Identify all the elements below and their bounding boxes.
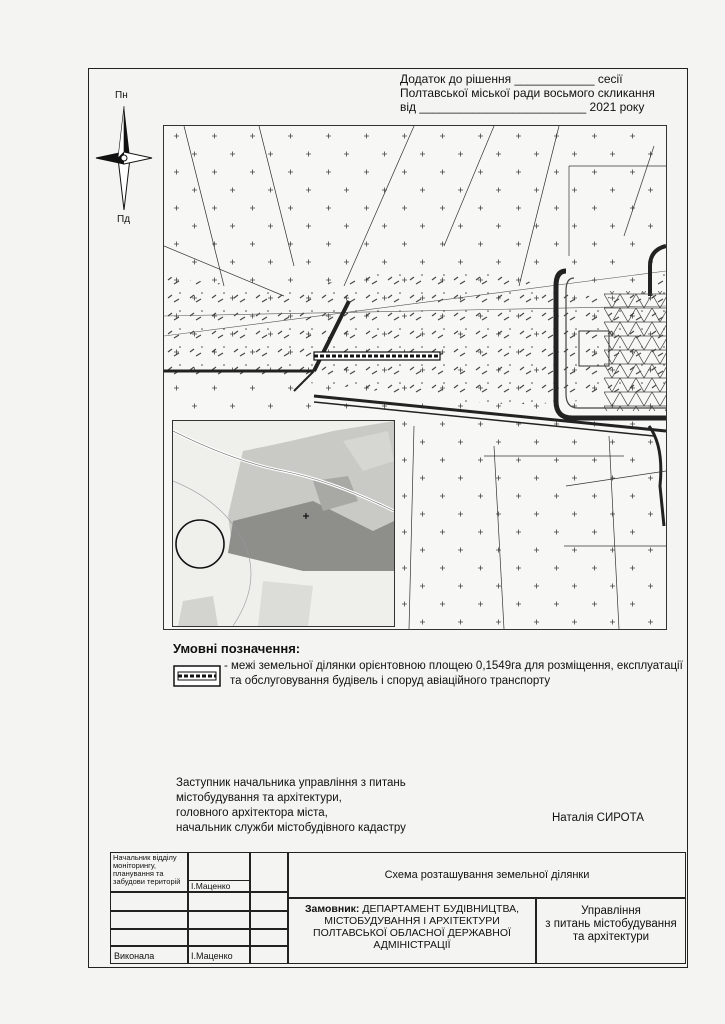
legend-item-line-1: - межі земельної ділянки орієнтовною площею 0,1549га для розміщення, експлуатації <box>224 660 683 672</box>
department-line-1: Управління <box>581 905 641 917</box>
empty-cell-3 <box>188 911 250 929</box>
customer-line-4: АДМІНІСТРАЦІЇ <box>373 939 451 951</box>
empty-row-3 <box>110 929 188 946</box>
department-cell <box>536 898 686 964</box>
customer-line-1: ДЕПАРТАМЕНТ БУДІВНИЦТВА, <box>362 903 520 915</box>
role-1-line-1: Начальник відділу <box>113 853 177 862</box>
header-line-1: Додаток до рішення ____________ сесії <box>400 72 623 86</box>
compass-south-label: Пд <box>117 214 131 225</box>
customer-line-2: МІСТОБУДУВАННЯ І АРХІТЕКТУРИ <box>324 915 500 927</box>
role-1-line-3: планування та <box>113 869 164 878</box>
document-header <box>400 72 680 114</box>
empty-cell-2 <box>250 892 288 911</box>
signature-1-cell <box>250 852 288 892</box>
person-1: І.Маценко <box>188 880 250 892</box>
empty-cell-1 <box>188 892 250 911</box>
inset-map-graphic <box>173 421 394 626</box>
signatory-line-2: містобудування та архітектури, <box>176 792 342 804</box>
signatory-name: Наталія СИРОТА <box>552 812 644 824</box>
empty-cell-6 <box>250 929 288 946</box>
compass-rose-icon <box>94 88 154 228</box>
customer-line-3: ПОЛТАВСЬКОЇ ОБЛАСНОЇ ДЕРЖАВНОЇ <box>313 927 511 939</box>
department-line-3: та архітектури <box>572 931 650 943</box>
signatory-title <box>176 776 476 836</box>
role-1-line-4: забудови територій <box>113 877 181 886</box>
title-block <box>110 852 686 964</box>
header-line-3: від _________________________ 2021 року <box>400 100 645 114</box>
header-line-2: Полтавської міської ради восьмого скликання <box>400 86 655 100</box>
compass-north-label: Пн <box>115 90 128 101</box>
empty-row-2 <box>110 911 188 929</box>
role-1-cell <box>110 852 188 892</box>
empty-cell-4 <box>250 911 288 929</box>
department-line-2: з питань містобудування <box>545 918 677 930</box>
role-1-line-2: моніторингу, <box>113 861 156 870</box>
signatory-line-4: начальник служби містобудівного кадастру <box>176 822 406 834</box>
legend-item <box>224 659 684 689</box>
person-1-top-cell <box>188 852 250 881</box>
customer-label: Замовник: <box>304 903 360 915</box>
plot-boundary-legend-icon <box>173 665 221 687</box>
scheme-title <box>288 852 686 898</box>
empty-row-1 <box>110 892 188 911</box>
location-inset-map <box>172 420 395 627</box>
scheme-title-text: Схема розташування земельної ділянки <box>384 868 590 881</box>
legend-item-line-2: та обслуговування будівель і споруд авіаційного транспорту <box>230 675 551 687</box>
role-2: Виконала <box>110 946 188 964</box>
empty-cell-5 <box>188 929 250 946</box>
signatory-line-3: головного архітектора міста, <box>176 807 328 819</box>
person-2: І.Маценко <box>188 946 250 964</box>
signatory-line-1: Заступник начальника управління з питань <box>176 777 406 789</box>
legend-title: Умовні позначення: <box>173 641 301 656</box>
signature-2-cell <box>250 946 288 964</box>
customer-cell <box>288 898 536 964</box>
